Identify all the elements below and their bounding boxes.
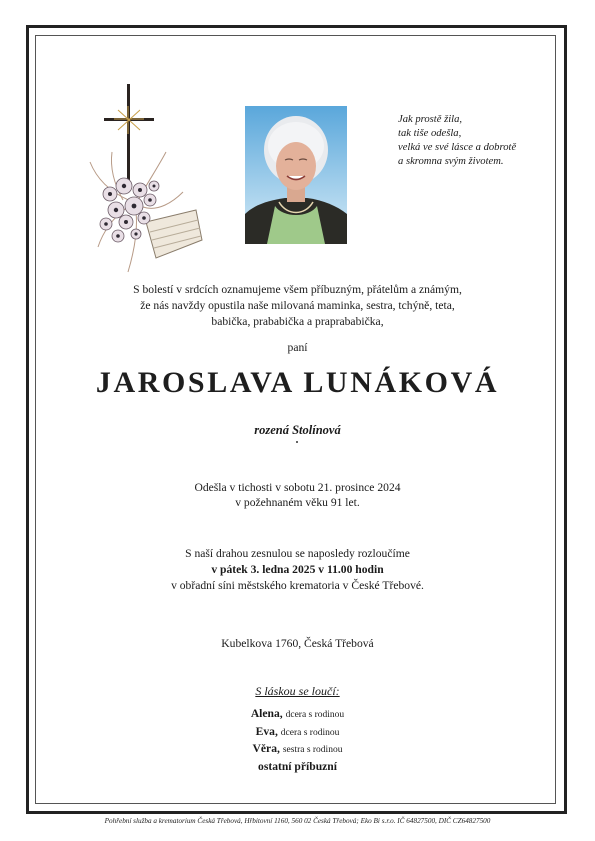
farewell-info	[60, 546, 535, 594]
mourner-name: Eva,	[255, 724, 278, 738]
death-date-line: Odešla v tichosti v sobotu 21. prosince 2024	[194, 481, 401, 494]
decorative-dot	[296, 441, 298, 443]
deceased-name: JAROSLAVA LUNÁKOVÁ	[95, 366, 500, 399]
mourners-heading: S láskou se loučí:	[255, 684, 340, 698]
mourner-relation: dcera s rodinou	[280, 727, 340, 738]
mourners-others: ostatní příbuzní	[258, 759, 337, 773]
poem-line: Jak prostě žila,	[398, 114, 463, 125]
portrait-photo	[245, 106, 347, 244]
farewell-datetime: v pátek 3. ledna 2025 v 11.00 hodin	[211, 563, 384, 576]
maiden-name: rozená Stolínová	[254, 423, 341, 437]
intro-line: S bolestí v srdcích oznamujeme všem příbuzným, přátelům a známým,	[133, 283, 462, 296]
mourners-list	[60, 706, 535, 774]
mourner-relation: dcera s rodinou	[285, 710, 345, 720]
poem-line: a skromna svým životem.	[398, 156, 504, 167]
mourner-relation: sestra s rodinou	[282, 745, 343, 755]
address: Kubelkova 1760, Česká Třebová	[221, 637, 374, 650]
mourner-row	[60, 706, 535, 724]
cross-flowers-illustration	[88, 82, 214, 278]
mourner-name: Alena,	[250, 707, 283, 720]
poem-line: velká ve své lásce a dobrotě	[398, 142, 517, 153]
mourner-name: Věra,	[252, 742, 280, 755]
farewell-location: v obřadní síni městského krematoria v České Třebové.	[171, 579, 424, 592]
intro-line: že nás navždy opustila naše milovaná maminka, sestra, tchýně, teta,	[140, 299, 455, 312]
mourner-row	[60, 741, 535, 759]
announcement-intro	[60, 282, 535, 330]
footer-imprint: Pohřební služba a krematorium Česká Třebová, Hřbitovní 1160, 560 02 Česká Třebová; Eko Bi s.r.o. IČ 64827500, DIČ CZ64827500	[104, 817, 491, 825]
farewell-line: S naší drahou zesnulou se naposledy rozloučíme	[185, 547, 410, 560]
death-info	[60, 480, 535, 510]
title-word: paní	[287, 341, 308, 354]
death-age-line: v požehnaném věku 91 let.	[235, 496, 360, 509]
poem	[398, 113, 548, 169]
poem-line: tak tiše odešla,	[398, 128, 462, 139]
mourner-row	[60, 724, 535, 742]
intro-line: babička, prababička a praprababička,	[211, 315, 384, 328]
